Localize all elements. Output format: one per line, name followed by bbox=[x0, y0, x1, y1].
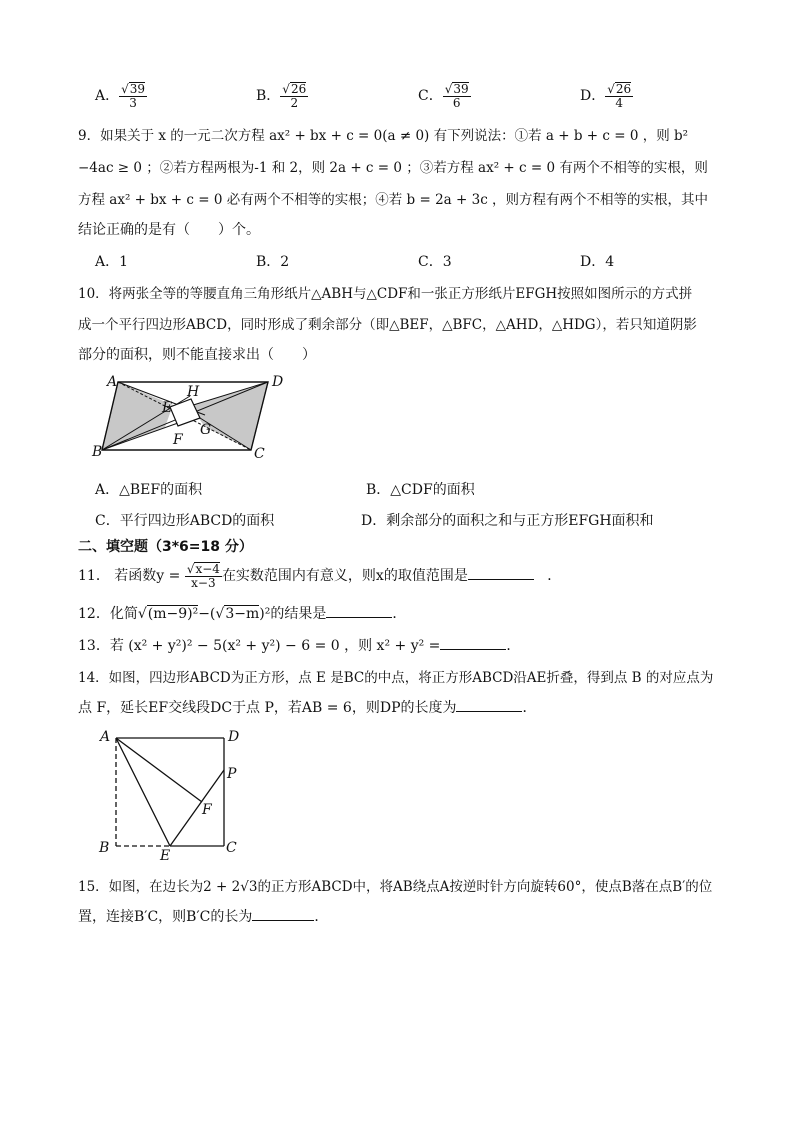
q10-line-3: 部分的面积，则不能直接求出（ ） bbox=[78, 347, 316, 363]
q9-option-a: A．1 bbox=[95, 254, 129, 270]
q14-figure bbox=[96, 724, 246, 864]
q11-answer-blank[interactable] bbox=[468, 567, 534, 580]
label-e: E bbox=[162, 400, 173, 416]
q11: 11． 若函数y = $\frac{√x-4}{x-3}$ 在实数范围内有意义，则x的取值范围是 ． bbox=[78, 562, 562, 590]
q12-answer-blank[interactable] bbox=[326, 605, 392, 618]
q9-line-3: 方程 ax² + bx + c = 0 必有两个不相等的实根；④若 b = 2a + 3c ，则方程有两个不相等的实根，其中 bbox=[78, 192, 709, 208]
q10-figure bbox=[90, 372, 300, 462]
label-d: D bbox=[272, 374, 284, 390]
q8-option-b: B． $\frac{√26}{2}$ bbox=[256, 82, 307, 110]
label-g: G bbox=[200, 422, 212, 438]
label-b: B bbox=[99, 840, 110, 856]
label-f: F bbox=[173, 432, 183, 448]
q13-answer-blank[interactable] bbox=[440, 637, 506, 650]
q10-option-a: A．△BEF的面积 bbox=[95, 482, 203, 498]
label-e: E bbox=[160, 848, 171, 864]
q9-option-b: B．2 bbox=[256, 254, 290, 270]
label-d: D bbox=[228, 729, 240, 745]
q9-line-1: 9．如果关于 x 的一元二次方程 ax² + bx + c = 0(a ≠ 0) 有下列说法：①若 a + b + c = 0 ，则 b² bbox=[78, 128, 689, 144]
q9-option-d: D．4 bbox=[580, 254, 615, 270]
label-f: F bbox=[202, 802, 212, 818]
q11-fraction: $\frac{√x-4}{x-3}$ bbox=[186, 562, 220, 590]
q8-option-c: C． $\frac{√39}{6}$ bbox=[418, 82, 469, 110]
label-b: B bbox=[92, 444, 103, 460]
label-p: P bbox=[227, 766, 237, 782]
q9-option-c: C．3 bbox=[418, 254, 452, 270]
q10-option-d: D．剩余部分的面积之和与正方形EFGH面积和 bbox=[361, 513, 654, 529]
label-c: C bbox=[254, 446, 265, 462]
section-title: 二、填空题（3*6=18 分） bbox=[78, 539, 253, 555]
q10-option-b: B．△CDF的面积 bbox=[366, 482, 475, 498]
q15-answer-blank[interactable] bbox=[252, 908, 314, 921]
label-a: A bbox=[107, 374, 118, 390]
q10-option-c: C．平行四边形ABCD的面积 bbox=[95, 513, 275, 529]
label-h: H bbox=[187, 384, 200, 400]
q14-line-1: 14．如图，四边形ABCD为正方形，点 E 是BC的中点，将正方形ABCD沿AE折叠，得到点 B 的对应点为 bbox=[78, 670, 714, 686]
label-a: A bbox=[100, 729, 111, 745]
q15-line-2: 置，连接B′C，则B′C的长为 ． bbox=[78, 909, 329, 925]
q12: 12．化简√(m−9)²−(√3−m)²的结果是 ． bbox=[78, 606, 407, 622]
q15-line-1: 15．如图，在边长为2 + 2√3的正方形ABCD中，将AB绕点A按逆时针方向旋转60°，使点B落在点B′的位 bbox=[78, 879, 713, 895]
q9-line-2: −4ac ≥ 0 ；②若方程两根为-1 和 2，则 2a + c = 0 ；③若方程 ax² + c = 0 有两个不相等的实根，则 bbox=[78, 160, 708, 176]
q8-option-d: D． $\frac{√26}{4}$ bbox=[580, 82, 632, 110]
q10-line-1: 10．将两张全等的等腰直角三角形纸片△ABH与△CDF和一张正方形纸片EFGH按照如图所示的方式拼 bbox=[78, 286, 693, 302]
q10-line-2: 成一个平行四边形ABCD，同时形成了剩余部分（即△BEF，△BFC，△AHD，△HDG），若只知道阴影 bbox=[78, 317, 697, 333]
shaded-triangle-right bbox=[190, 382, 268, 450]
q14-line-2: 点 F，延长EF交线段DC于点 P，若AB = 6，则DP的长度为 ． bbox=[78, 700, 537, 716]
q9-line-4: 结论正确的是有（ ）个。 bbox=[78, 222, 260, 238]
q14-answer-blank[interactable] bbox=[456, 699, 522, 712]
q8-option-a: A． $\frac{√39}{3}$ bbox=[95, 82, 146, 110]
q13: 13．若 (x² + y²)² − 5(x² + y²) − 6 = 0 ，则 x² + y² = ． bbox=[78, 638, 521, 654]
label-c: C bbox=[226, 840, 237, 856]
